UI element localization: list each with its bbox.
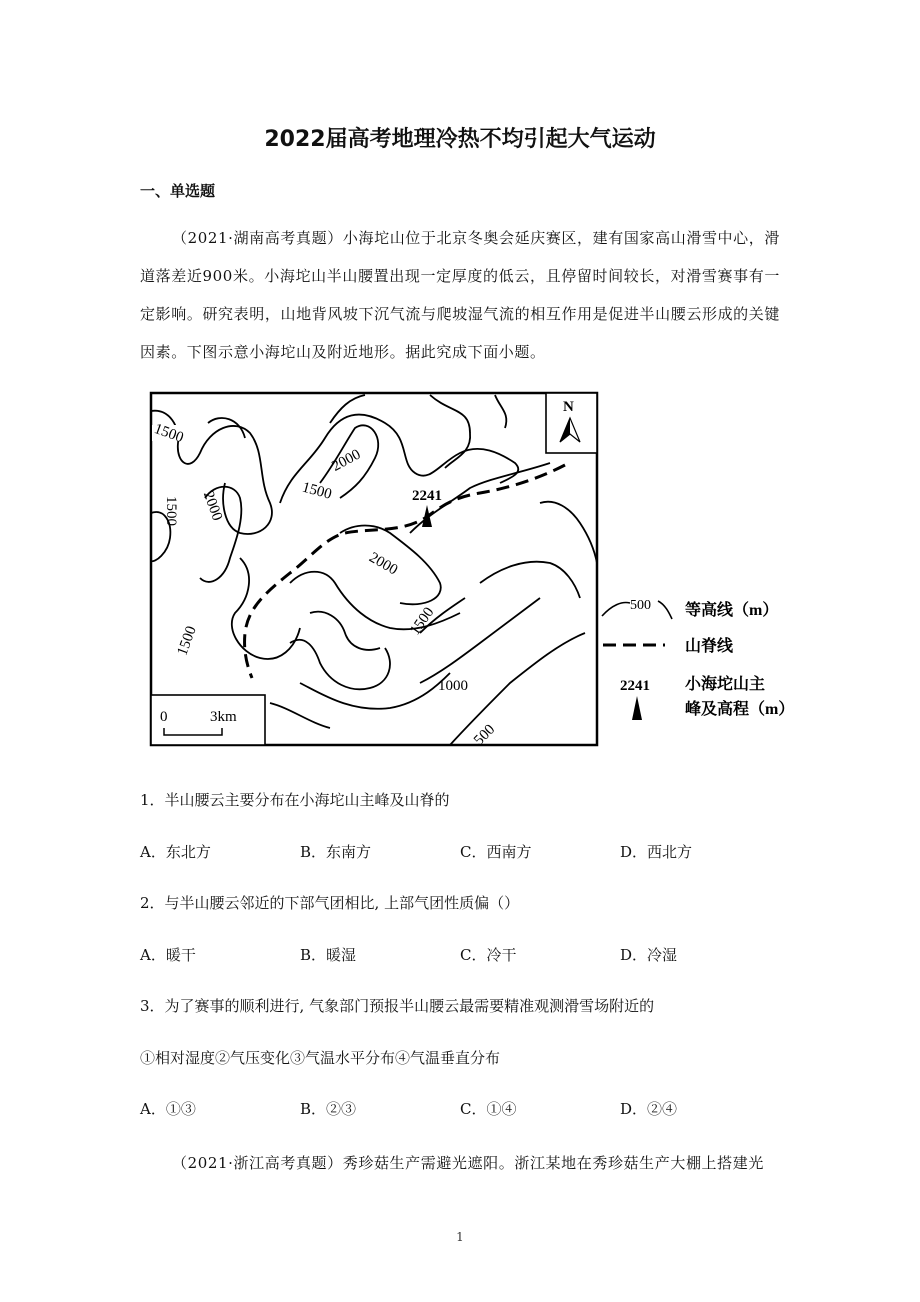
- passage-intro: （2021·湖南高考真题）小海坨山位于北京冬奥会延庆赛区，建有国家高山滑雪中心，滑道落差近900米。小海坨山半山腰置出现一定厚度的低云，且停留时间较长，对滑雪赛事有一定影响。研究表明，山地背风坡下沉气流与爬坡湿气流的相互作用是促进半山腰云形成的关键因素。下图示意小海坨山及附近地形。据此究成下面小题。: [140, 229, 780, 361]
- legend-contour-label: 等高线（m）: [685, 602, 779, 619]
- contour-label: 500: [471, 721, 499, 749]
- contour-label: 2000: [329, 446, 364, 475]
- map-frame: [151, 393, 597, 745]
- contour-label: 1000: [438, 678, 468, 694]
- legend-peak-line1: 小海坨山主: [685, 676, 766, 693]
- question-3-choices: ①相对湿度②气压变化③气温水平分布④气温垂直分布: [140, 1049, 501, 1067]
- contour-label: 2000: [199, 489, 226, 523]
- question-1-stem: 1．半山腰云主要分布在小海坨山主峰及山脊的: [140, 791, 450, 809]
- legend-peak-marker: [632, 696, 642, 720]
- section-heading: 一、单选题: [140, 182, 216, 200]
- scale-start: 0: [160, 709, 168, 725]
- topographic-map-figure: [140, 383, 820, 757]
- passage-second: （2021·浙江高考真题）秀珍菇生产需避光遮阳。浙江某地在秀珍菇生产大棚上搭建光: [172, 1154, 764, 1172]
- q1-option-b[interactable]: B．东南方: [300, 843, 372, 861]
- q3-option-b[interactable]: B．②③: [300, 1100, 357, 1118]
- question-3-stem: 3．为了赛事的顺利进行, 气象部门预报半山腰云最需要精准观测滑雪场附近的: [140, 997, 655, 1015]
- legend-peak-value: 2241: [620, 678, 650, 694]
- contour-label: 1500: [174, 624, 200, 658]
- q1-option-d[interactable]: D．西北方: [620, 843, 693, 861]
- peak-elevation-label: 2241: [412, 488, 442, 504]
- scale-end: 3km: [210, 709, 237, 725]
- q2-option-d[interactable]: D．冷湿: [620, 946, 678, 964]
- question-2-stem: 2．与半山腰云邻近的下部气团相比, 上部气团性质偏（）: [140, 894, 520, 912]
- q3-option-c[interactable]: C．①④: [460, 1100, 517, 1118]
- contour-label: 1500: [151, 420, 186, 447]
- q3-option-a[interactable]: A．①③: [140, 1100, 196, 1118]
- legend-ridge-label: 山脊线: [685, 638, 734, 655]
- contour-label: 1500: [407, 604, 438, 639]
- q2-option-a[interactable]: A．暖干: [140, 946, 196, 964]
- q2-option-b[interactable]: B．暖湿: [300, 946, 357, 964]
- contour-label: 1500: [300, 479, 334, 503]
- contour-label: 2000: [366, 549, 401, 579]
- q1-option-c[interactable]: C．西南方: [460, 843, 532, 861]
- north-arrow-box: [546, 393, 597, 453]
- page-title: 2022届高考地理冷热不均引起大气运动: [264, 127, 656, 152]
- q3-option-d[interactable]: D．②④: [620, 1100, 678, 1118]
- map-legend: [602, 598, 794, 720]
- topographic-map: [140, 383, 820, 753]
- legend-peak-line2: 峰及高程（m）: [685, 701, 795, 718]
- north-label: N: [563, 399, 574, 415]
- legend-contour-sample: 500: [630, 598, 651, 613]
- q1-option-a[interactable]: A．东北方: [140, 843, 211, 861]
- contour-label: 1500: [163, 496, 179, 526]
- scale-bar-box: [151, 695, 265, 745]
- page-number: 1: [456, 1230, 464, 1244]
- q2-option-c[interactable]: C．冷干: [460, 946, 517, 964]
